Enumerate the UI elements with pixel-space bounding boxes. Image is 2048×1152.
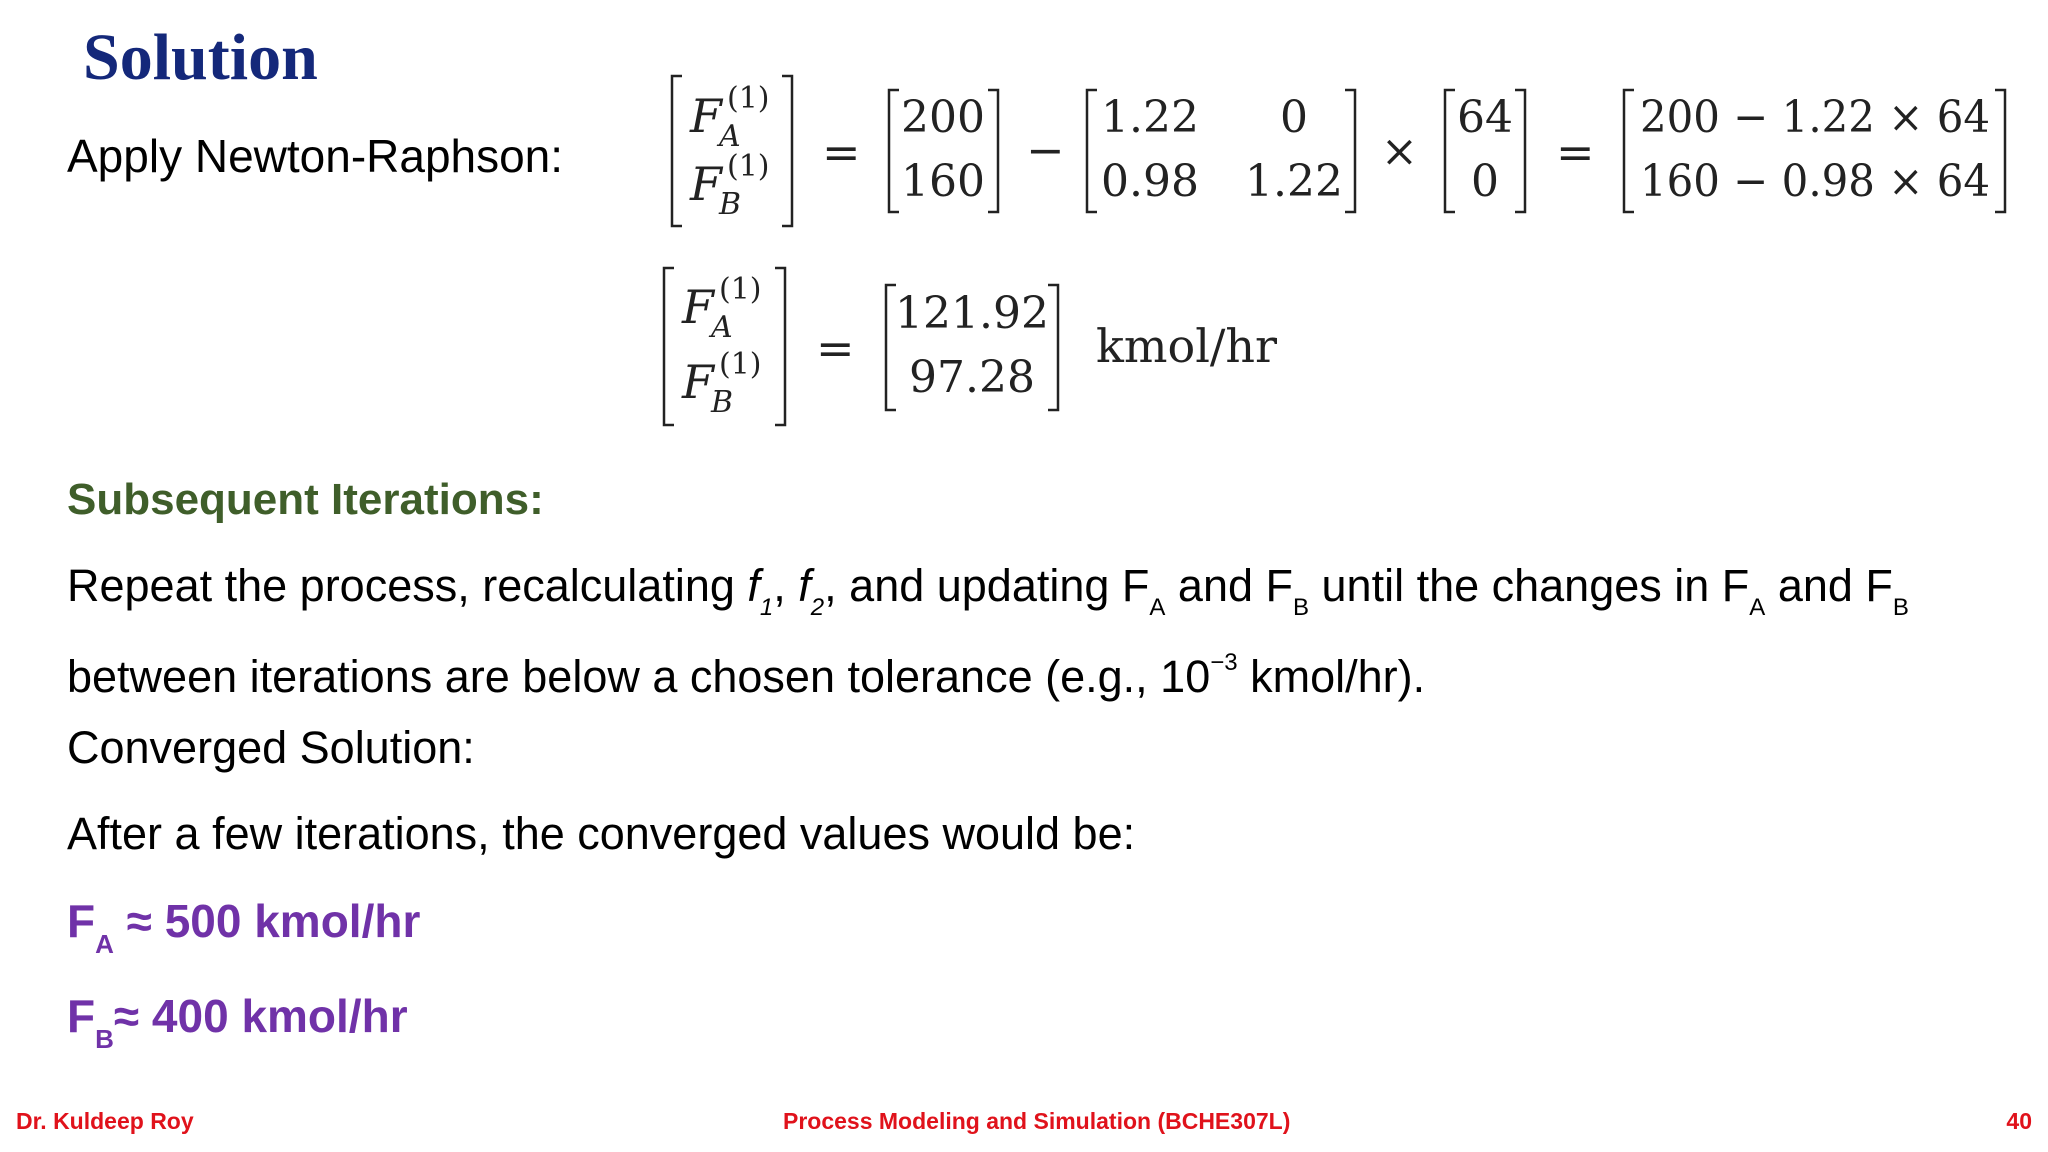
text-run: and F [1765,560,1893,611]
tolerance-exponent: −3 [1210,649,1238,676]
converged-solution-label: Converged Solution: [67,722,475,773]
equals-sign: = [816,321,855,375]
footer-author: Dr. Kuldeep Roy [16,1108,194,1134]
lhs-f: F [682,355,714,409]
f1-subscript: 1 [759,594,774,621]
times-sign: × [1381,126,1418,177]
footer-course: Process Modeling and Simulation (BCHE307L) [783,1108,1291,1134]
lhs-sub-a: A [719,119,741,154]
text-run: and F [1165,560,1293,611]
slide-title: Solution [83,21,318,94]
result-cell: 121.92 [895,288,1049,339]
iteration-description-line2 [67,632,1425,708]
minus-sign: − [1026,123,1065,177]
fb-value: ≈ 400 kmol/hr [113,990,408,1042]
result-cell: 97.28 [909,352,1035,403]
expanded-cell: 200 − 1.22 × 64 [1640,92,1990,143]
jacobian-cell: 0 [1280,92,1308,143]
fb-subscript: B [95,1024,114,1054]
equals-sign: = [1556,125,1595,179]
lhs-superscript: (1) [727,149,770,184]
apply-newton-raphson-label: Apply Newton-Raphson: [67,130,564,182]
f1-symbol: f [747,560,760,611]
fb-symbol: F [67,990,96,1042]
subsequent-iterations-heading: Subsequent Iterations: [67,475,544,524]
vector-initial-cell: 160 [901,156,985,207]
f2-subscript: 2 [810,594,825,621]
equation-2 [681,272,1277,420]
unit-label: kmol/hr [1096,319,1278,373]
f2-symbol: f [798,560,811,611]
iteration-description-line1 [67,555,2013,639]
equations-block [0,0,2048,460]
equation-1 [689,81,1990,222]
jacobian-cell: 1.22 [1101,92,1199,143]
lhs-superscript: (1) [727,81,770,116]
lhs-sub-a: A [711,310,733,345]
text-run: , [773,560,799,611]
subscript-b: B [1892,594,1909,621]
subscript-b: B [1293,594,1310,621]
fa-subscript: A [95,929,114,959]
subscript-a: A [1149,594,1166,621]
fa-symbol: F [67,895,96,947]
lhs-sub-b: B [719,187,742,222]
jacobian-cell: 1.22 [1245,156,1343,207]
equals-sign: = [822,125,861,179]
lhs-f: F [690,157,722,211]
text-run: Repeat the process, recalculating [67,560,748,611]
jacobian-cell: 0.98 [1101,156,1199,207]
lhs-f: F [682,280,714,334]
vector-f-cell: 0 [1471,156,1499,207]
lhs-sub-b: B [711,385,734,420]
text-run: kmol/hr). [1237,651,1426,702]
text-run: until the changes in F [1309,560,1750,611]
expanded-cell: 160 − 0.98 × 64 [1640,156,1990,207]
text-run: between iterations are below a chosen tolerance (e.g., 10 [67,651,1211,702]
footer-page-number: 40 [2006,1108,2032,1134]
subscript-a: A [1749,594,1766,621]
lhs-f: F [690,89,722,143]
text-run: , and updating F [824,560,1150,611]
result-fb [67,985,408,1070]
vector-initial-cell: 200 [901,92,985,143]
after-iterations-text: After a few iterations, the converged values would be: [67,808,1136,859]
fa-value: ≈ 500 kmol/hr [113,895,421,947]
result-fa [67,890,420,975]
vector-f-cell: 64 [1457,92,1513,143]
lhs-superscript: (1) [719,272,762,307]
lhs-superscript: (1) [719,347,762,382]
